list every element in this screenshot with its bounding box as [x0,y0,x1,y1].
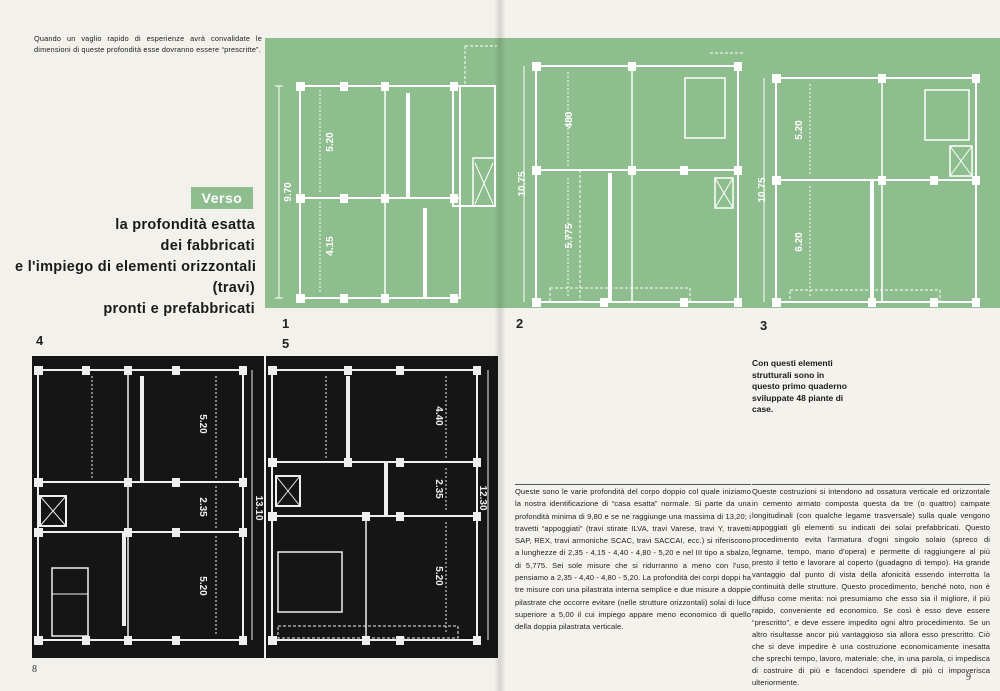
figure-caption: Con questi elementi strutturali sono in questo primo quaderno sviluppate 48 piante di case. [752,358,847,414]
body-column-1: Queste sono le varie profondità del corpo doppio col quale iniziamo la nostra identificazione di “casa esatta” normale. Si parte da una profondità minima di 9,80 e se ne raggiunge una massima di 13,20; i travetti “appoggiati” (travi stirate ILVA, travi Varese, travi Y, travetti SAP, REX, travi armoniche SCAC, travi SACCAI, ecc.) si riferiscono a lunghezze di 2,35 - 4,15 - 4,40 - 4,80 - 5,20 e nel III tipo a sbalzo, di 5,775. Sei sole misure che si ridurranno a meno con l'uso, pensiamo a 2,35 - 4,40 - 4,80 - 5,20. La profondità dei corpi doppi ha tre misure con una pilastrata interna semplice e due misure a doppie pilastrate che occorre evitare (nelle strutture orizzontali) solai di luce superiore a 5,00 il cui impiego appare meno economico di quello della doppia pilastrata verticale. [515,487,751,632]
plan1-upper-dim: 5.20 [325,132,336,152]
figure-number-2: 2 [516,316,524,331]
figure-number-3: 3 [760,318,768,333]
plan3-upper-dim: 5.20 [794,120,805,140]
figure-number-1: 1 [282,316,290,331]
plan4-total-dim: 13.10 [253,495,264,521]
column-rule-1 [515,484,751,485]
floor-plan-2 [510,38,745,308]
plan1-total-dim: 9.70 [283,182,294,202]
plan5-middle-dim: 2.35 [433,479,444,499]
plan1-lower-dim: 4.15 [325,236,336,256]
floor-plan-4 [32,356,264,658]
column-rule-2 [752,484,990,485]
plan3-lower-dim: 6.20 [794,232,805,252]
floor-plan-5 [266,356,498,658]
headline-line-5: pronti e prefabbricati [103,301,255,317]
body-column-2: Queste costruzioni si intendono ad ossatura verticale ed orizzontale in cemento armato composta questa da tre (o quattro) campate longitudinali (con qualche legame trasversale) sulla quale vengono appoggiati gli elementi su indicati dei solai prefabbricati. Questo procedimento evita l'armatura d'ogni singolo solaio (spreco di legname, tempo, mano d'opera) e permette di raggiungere al più presto il tetto e lavorare al coperto (guadagno di tempo). Ha grande vantaggio dal punto di vista della afonicità essendo interrotta la continuità delle strutture. Questo procedimento, benché noto, non è diffuso come merita: noi presumiamo che esso sia il migliore, il più rapido, conveniente ed economico. Se così è esso deve essere “prescritto”, e deve essere impedito ogni altro procedimento. Se un altro risultasse ancor più vantaggioso sia allora esso prescritto. Ciò che si deve impedire è una costruzione economicamente inesatta che sprechi tempo, lavoro, materiale: che, in una parola, ci impedisca di costruire di più e facendoci spendere di più ci impoverisca ulteriormente. [752,487,990,687]
figure-number-5: 5 [282,336,290,351]
plan5-total-dim: 12.30 [477,485,488,511]
headline-line-4: (travi) [212,280,255,296]
plan2-upper-dim: 480 [564,111,575,129]
plan4-middle-dim: 2.35 [197,497,208,517]
headline-line-3: e l'impiego di elementi orizzontali [15,259,257,275]
figure-number-4: 4 [36,333,44,348]
plan5-upper-dim: 4.40 [433,406,444,426]
verso-label: Verso [201,190,243,206]
plan4-upper-dim: 5.20 [197,414,208,434]
page-number-right: 9 [966,672,971,683]
floor-plan-3 [750,38,995,308]
plan2-lower-dim: 5.775 [564,223,575,249]
book-gutter [494,0,506,691]
page-number-left: 8 [32,664,37,675]
intro-text: Quando un vaglio rapido di esperienze avrà convalidate le dimensioni di queste profondità esse dovranno essere “prescritte”. [34,34,262,54]
headline-line-2: dei fabbricati [160,238,255,254]
plan2-total-dim: 10.75 [517,171,528,197]
floor-plan-1 [265,38,497,308]
headline-line-1: la profondità esatta [115,217,255,233]
plan5-lower-dim: 5.20 [433,566,444,586]
plan3-total-dim: 10.75 [757,177,768,203]
plan4-lower-dim: 5.20 [197,576,208,596]
